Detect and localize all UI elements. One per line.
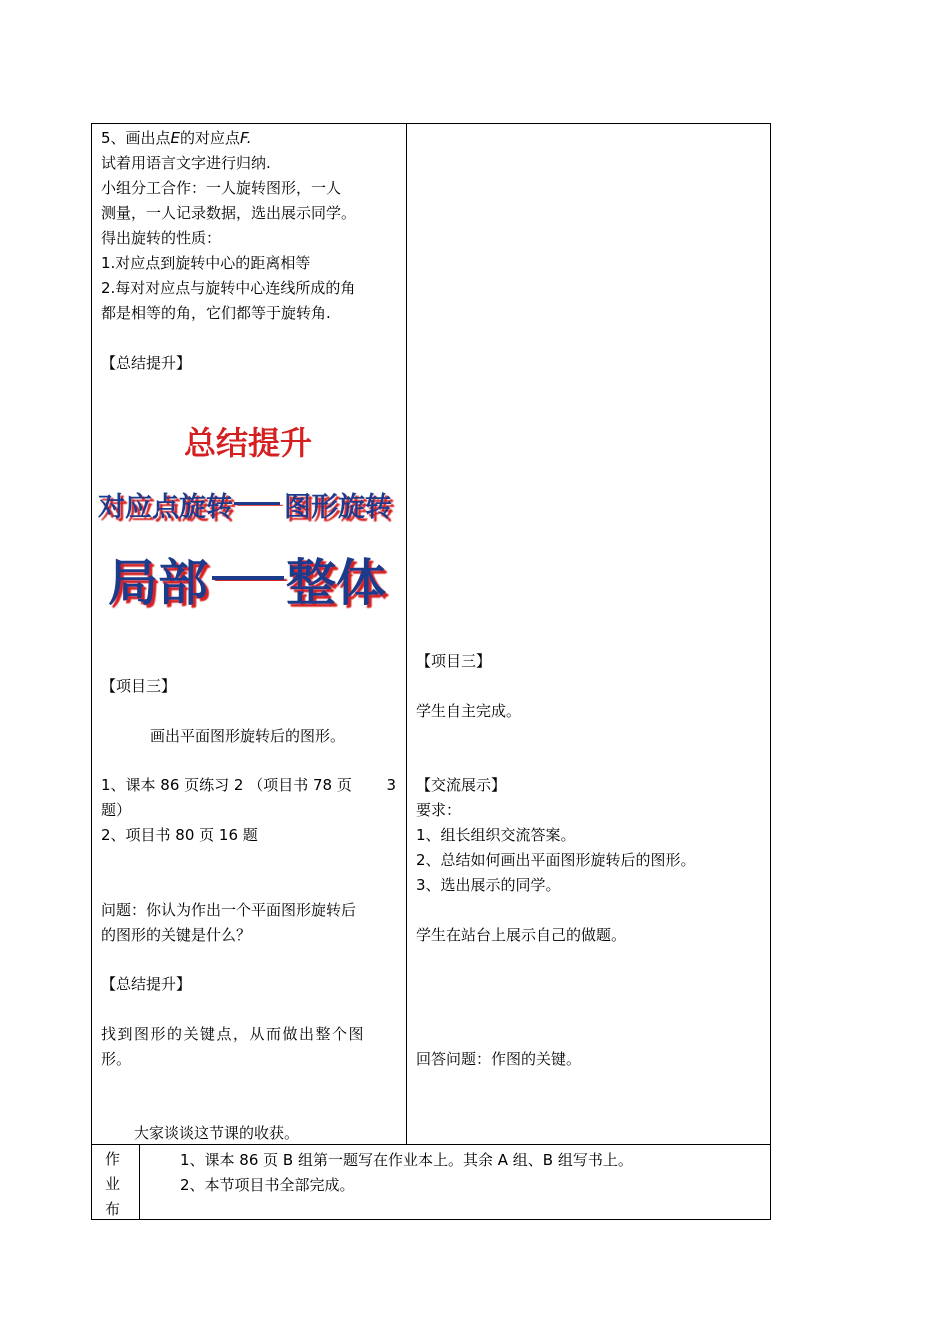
exercise-item-2: 2、项目书 80 页 16 题: [101, 826, 258, 844]
group-work-line-1: 小组分工合作：一人旋转图形，一人: [101, 179, 342, 197]
banner-row3-left: 局部: [108, 554, 208, 612]
banner-row2-dash: [234, 502, 280, 505]
student-show: 学生在站台上展示自己的做题。: [416, 926, 627, 944]
question-line-2: 的图形的关键是什么？: [101, 926, 252, 944]
banner-row3-right: 整体: [286, 554, 386, 612]
question-line-1: 问题：你认为作出一个平面图形旋转后: [101, 901, 357, 919]
self-complete: 学生自主完成。: [416, 702, 522, 720]
summary-banner-image: [96, 410, 400, 625]
property-intro: 得出旋转的性质：: [101, 229, 222, 247]
homework-label-divider: [139, 1144, 140, 1220]
summary-heading-1: 【总结提升】: [101, 354, 192, 372]
summarize-instruction: 试着用语言文字进行归纳.: [101, 154, 271, 172]
project3-task: 画出平面图形旋转后的图形。: [150, 727, 346, 745]
harvest-prompt: 大家谈谈这节课的收获。: [134, 1124, 300, 1142]
requirement-3: 3、选出展示的同学。: [416, 876, 561, 894]
table-border-right: [770, 123, 771, 1220]
banner-row2-right: 图形旋转: [284, 492, 392, 523]
homework-label-char-3: 布: [105, 1200, 121, 1218]
project3-heading-left: 【项目三】: [101, 677, 177, 695]
group-work-line-2: 测量，一人记录数据，选出展示同学。: [101, 204, 357, 222]
table-border-bottom: [91, 1219, 771, 1220]
homework-label-char-2: 业: [105, 1175, 121, 1193]
column-divider: [406, 123, 407, 1144]
point-e-label: E: [170, 129, 181, 147]
homework-line-2: 2、本节项目书全部完成。: [180, 1176, 355, 1194]
table-border-top: [91, 123, 771, 124]
banner-row3-dash: [212, 576, 284, 580]
exercise-item-1: 1、课本 86 页练习 2 （项目书 78 页 3: [101, 776, 396, 794]
requirement-1: 1、组长组织交流答案。: [416, 826, 576, 844]
property-2-line-2: 都是相等的角，它们都等于旋转角.: [101, 304, 331, 322]
exchange-heading: 【交流展示】: [416, 776, 507, 794]
answer-line-1: 找到图形的关键点，从而做出整个图: [101, 1025, 366, 1043]
homework-label-char-1: 作: [105, 1150, 121, 1168]
summary-heading-2: 【总结提升】: [101, 975, 192, 993]
requirement-2: 2、总结如何画出平面图形旋转后的图形。: [416, 851, 696, 869]
property-2-line-1: 2.每对对应点与旋转中心连线所成的角: [101, 279, 356, 297]
exercise-item-1-cont: 题）: [101, 801, 132, 819]
property-1: 1.对应点到旋转中心的距离相等: [101, 254, 311, 272]
requirement-label: 要求：: [416, 801, 462, 819]
point-f-label: F.: [240, 129, 252, 147]
step5-line: 5、画出点E的对应点F.: [101, 129, 252, 147]
banner-title: 总结提升: [183, 424, 313, 462]
homework-line-1: 1、课本 86 页 B 组第一题写在作业本上。其余 A 组、B 组写书上。: [180, 1151, 633, 1169]
answer-question: 回答问题：作图的关键。: [416, 1050, 582, 1068]
project3-heading-right: 【项目三】: [416, 652, 492, 670]
answer-line-2: 形。: [101, 1050, 132, 1068]
banner-row2-left: 对应点旋转: [98, 492, 233, 523]
table-border-left: [91, 123, 92, 1220]
